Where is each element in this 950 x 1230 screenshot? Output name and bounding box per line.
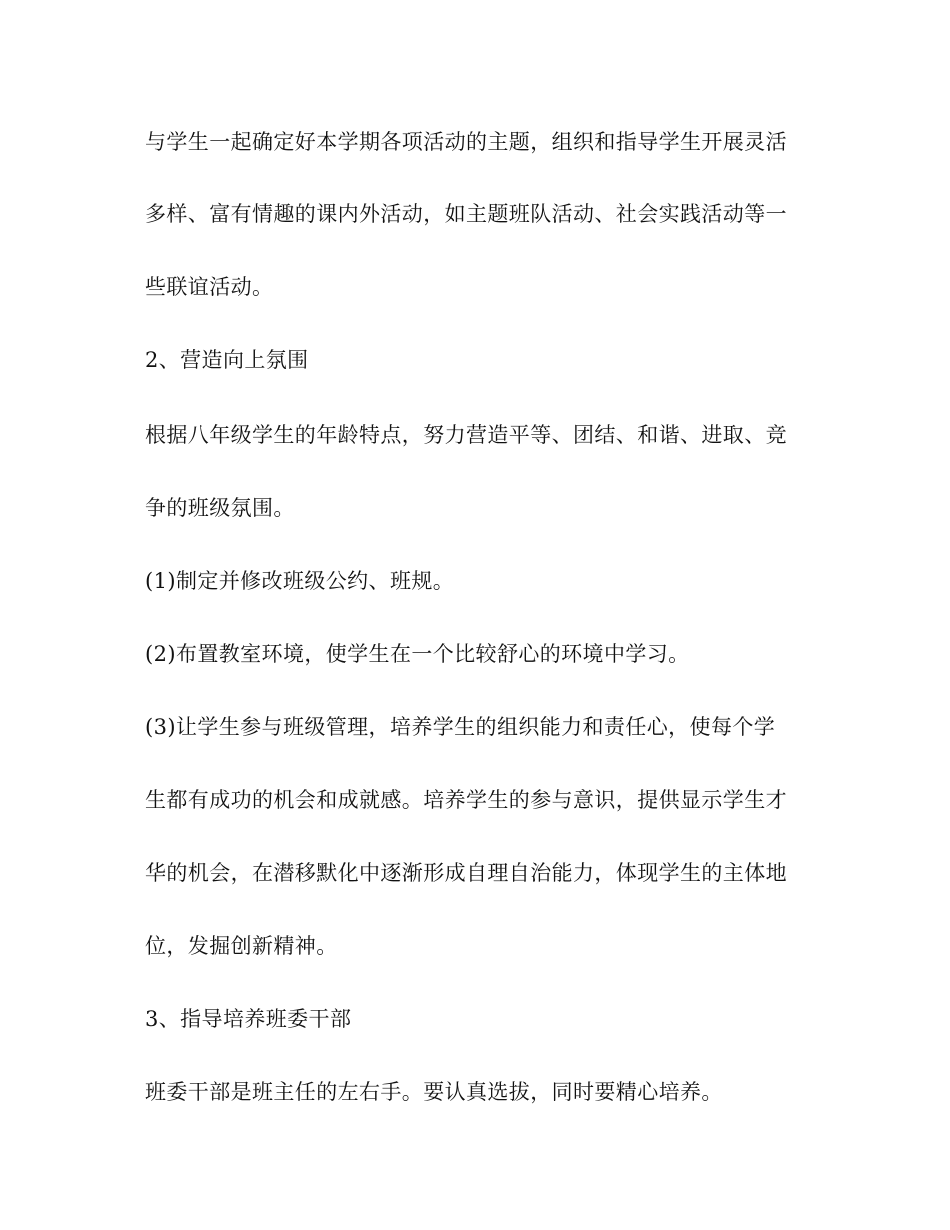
list-item: (1)制定并修改班级公约、班规。 xyxy=(145,569,455,593)
body-text-line: 争的班级氛围。 xyxy=(145,496,295,520)
list-item: (2)布置教室环境，使学生在一个比较舒心的环境中学习。 xyxy=(145,642,690,666)
body-text-line: 位，发掘创新精神。 xyxy=(145,934,338,958)
body-text-line: 华的机会，在潜移默化中逐渐形成自理自治能力，体现学生的主体地 xyxy=(145,861,787,885)
list-item: (3)让学生参与班级管理，培养学生的组织能力和责任心，使每个学 xyxy=(145,715,776,739)
body-text-line: 根据八年级学生的年龄特点，努力营造平等、团结、和谐、进取、竞 xyxy=(145,423,787,447)
section-heading: 2、营造向上氛围 xyxy=(145,348,309,372)
body-text-line: 生都有成功的机会和成就感。培养学生的参与意识，提供显示学生才 xyxy=(145,788,787,812)
body-text-line: 与学生一起确定好本学期各项活动的主题，组织和指导学生开展灵活 xyxy=(145,130,787,154)
body-text-line: 些联谊活动。 xyxy=(145,275,274,299)
section-heading: 3、指导培养班委干部 xyxy=(145,1007,352,1031)
body-text-line: 多样、富有情趣的课内外活动，如主题班队活动、社会实践活动等一 xyxy=(145,202,787,226)
body-text-line: 班委干部是班主任的左右手。要认真选拔，同时要精心培养。 xyxy=(145,1080,723,1104)
